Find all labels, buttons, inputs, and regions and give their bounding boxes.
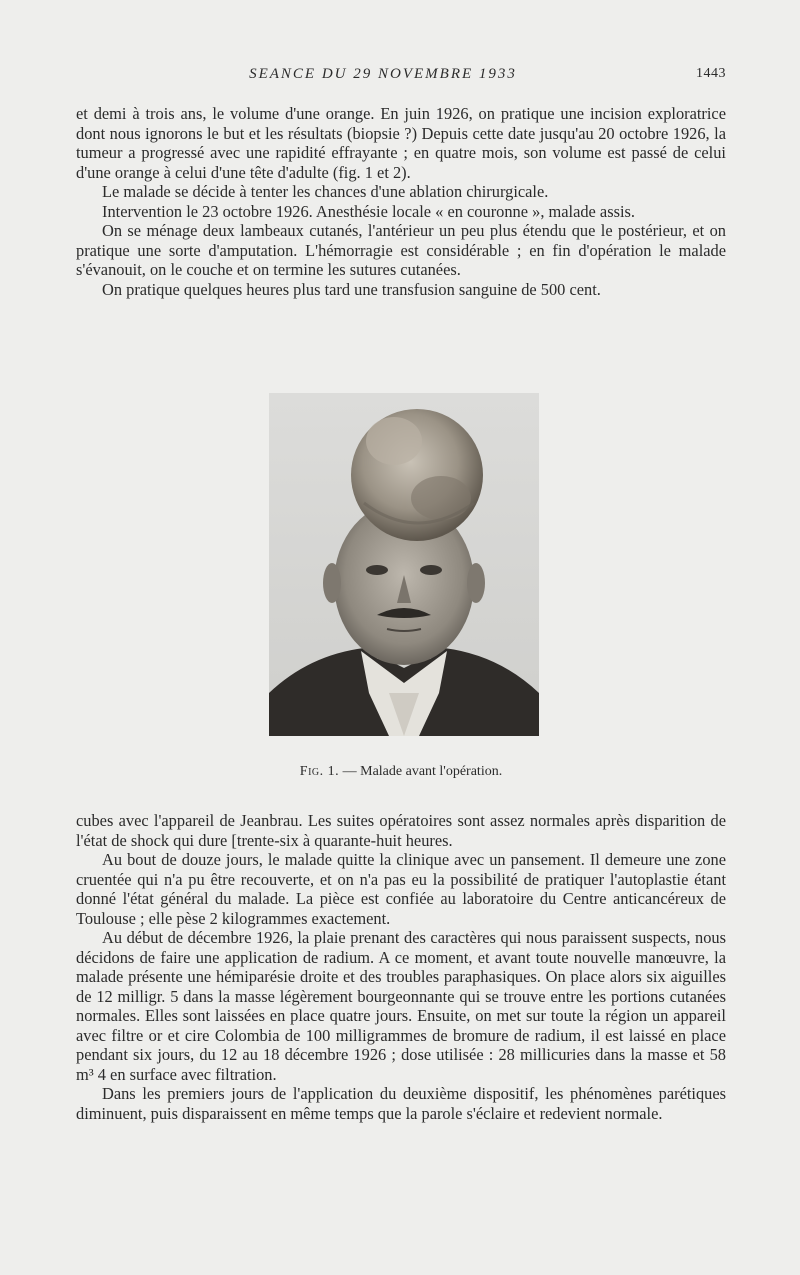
paragraph: Intervention le 23 octobre 1926. Anesthésie locale « en couronne », malade assis. [102,201,635,221]
patient-photograph [269,393,539,736]
paragraph: Dans les premiers jours de l'application du deuxième dispositif, les phénomènes parétiques diminuent, puis disparaissent en même temps que la parole s'éclaire et redevient normale. [76,1084,726,1123]
page-number: 1443 [696,66,726,81]
paragraph: Le malade se décide à tenter les chances d'une ablation chirurgicale. [102,182,549,201]
paragraph: On se ménage deux lambeaux cutanés, l'antérieur un peu plus étendu que le postérieur, et on pratique une sorte d'amputation. L'hémorragie est considérable ; en fin d'opération le malade s'évanouit, on le couche et on termine les sutures cutanées. [76,221,726,279]
figure-caption [76,763,726,781]
paragraph: Au début de décembre 1926, la plaie prenant des caractères qui nous paraissent suspects, nous décidons de faire une application de radium. A ce moment, et avant toute nouvelle manœuvre, la malade présente une hémiparésie droite et des troubles paraphasiques. On place alors six aiguilles de 12 milligr. 5 dans la masse légèrement bourgeonnante qui se trouve entre les portions cutanées normales. Elles sont laissées en place quatre jours. Ensuite, on met sur toute la région un appareil avec filtre or et cire Colombia de 100 milligrammes de bromure de radium, il est laissé en place pendant six jours, du 12 au 18 décembre 1926 ; dose utilisée : 28 millicuries dans la masse et 58 m³ 4 en surface avec filtration. [76,928,726,1084]
body-text-bottom [76,811,726,1123]
paragraph: et demi à trois ans, le volume d'une orange. En juin 1926, on pratique une incision exploratrice dont nous ignorons le but et les résultats (biopsie ?) Depuis cette date jusqu'au 20 octobre 1926, la tumeur a progressé avec une rapidité effrayante ; en quatre mois, son volume est passé de celui d'une orange à celui d'une tête d'adulte (fig. 1 et 2). [76,104,726,182]
paragraph: On pratique quelques heures plus tard une transfusion sanguine de 500 cent. [102,279,601,299]
body-text-top [76,104,726,299]
figure-label: Fig. 1. [299,764,340,779]
running-title: SEANCE DU 29 NOVEMBRE 1933 [249,66,517,82]
figure-caption-text: — Malade avant l'opération. [339,764,503,779]
paragraph: Au bout de douze jours, le malade quitte la clinique avec un pansement. Il demeure une zone cruentée qui n'a pu être recouverte, et on n'a pas eu la possibilité de pratiquer l'autoplastie étant donné l'état général du malade. La pièce est confiée au laboratoire du Centre anticancéreux de Toulouse ; elle pèse 2 kilogrammes exactement. [76,850,726,928]
running-head [76,64,726,84]
paragraph: cubes avec l'appareil de Jeanbrau. Les suites opératoires sont assez normales après disparition de l'état de shock qui dure [trente-six à quarante-huit heures. [76,811,726,850]
